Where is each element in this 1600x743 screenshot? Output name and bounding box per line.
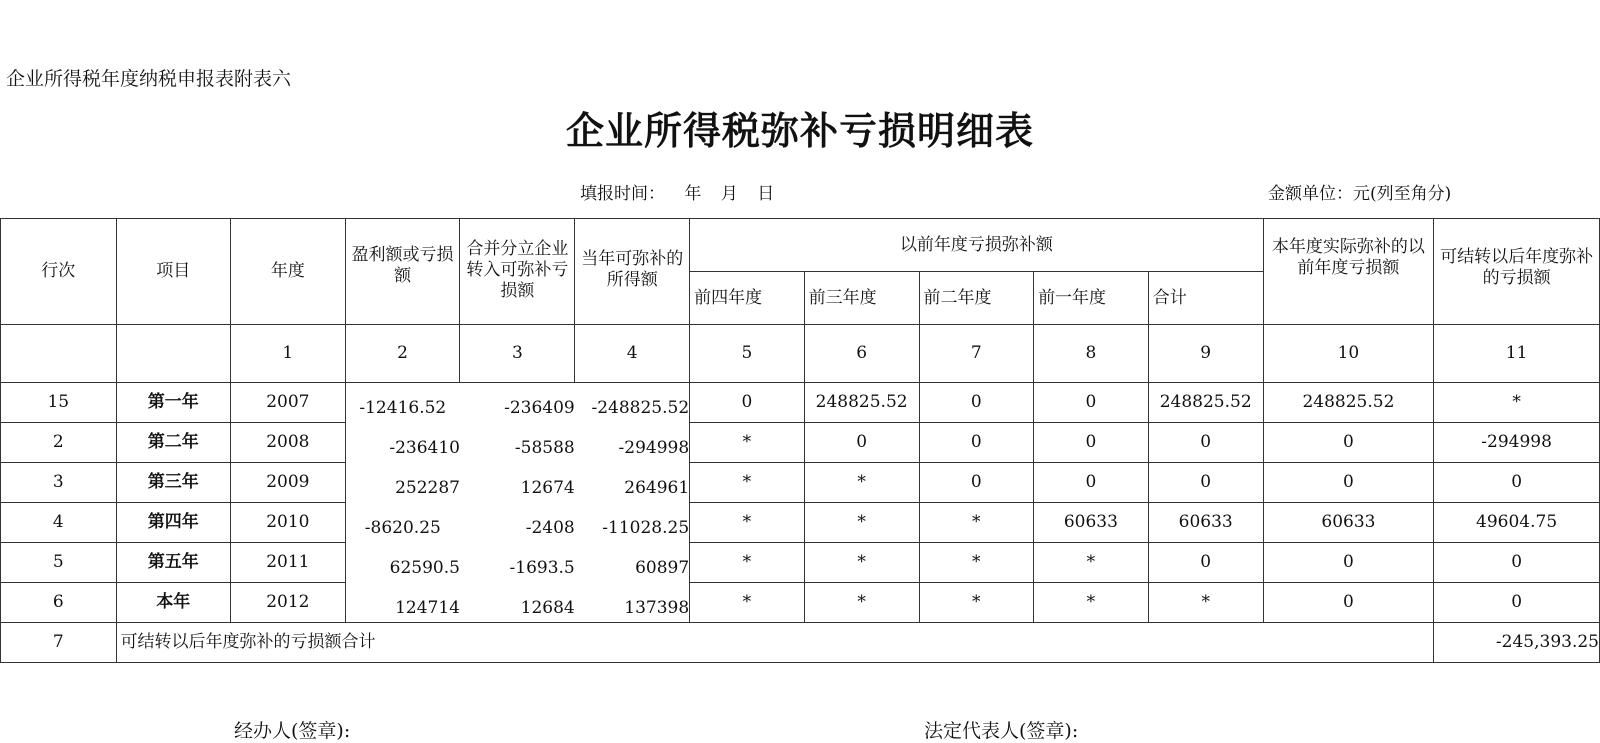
col-header-merge-loss: 合并分立企业转入可弥补亏损额 bbox=[460, 219, 575, 325]
col-header-current-actual: 本年度实际弥补的以前年度亏损额 bbox=[1263, 219, 1434, 325]
col-number: 6 bbox=[804, 325, 919, 383]
cell-prior2: * bbox=[919, 503, 1034, 543]
cell-total: * bbox=[1148, 583, 1263, 623]
cell-profit-loss bbox=[345, 383, 460, 423]
total-value: -245,393.25 bbox=[1434, 623, 1600, 663]
cell-current-actual: 248825.52 bbox=[1263, 383, 1434, 423]
row-no: 2 bbox=[1, 423, 117, 463]
cell-prior2: 0 bbox=[919, 383, 1034, 423]
form-subtitle: 企业所得税年度纳税申报表附表六 bbox=[6, 68, 292, 90]
cell-total: 0 bbox=[1148, 423, 1263, 463]
row-item: 本年 bbox=[116, 583, 231, 623]
cell-current-actual: 0 bbox=[1263, 543, 1434, 583]
cell-merge-loss bbox=[460, 543, 575, 583]
cell-prior3: * bbox=[804, 543, 919, 583]
fill-time-day: 日 bbox=[757, 184, 775, 204]
cell-current-income bbox=[575, 543, 690, 583]
cell-carry-forward: -294998 bbox=[1434, 423, 1600, 463]
col-header-prior-group: 以前年度亏损弥补额 bbox=[690, 219, 1263, 272]
cell-prior1: * bbox=[1034, 543, 1149, 583]
table-row bbox=[1, 383, 1600, 423]
cell-prior4: * bbox=[690, 583, 805, 623]
value-text: -8620.25 bbox=[364, 518, 441, 538]
cell-current-income bbox=[575, 423, 690, 463]
header-spacer bbox=[116, 325, 231, 383]
value-text: 12674 bbox=[520, 478, 575, 498]
page-title: 企业所得税弥补亏损明细表 bbox=[565, 108, 1034, 153]
col-number: 1 bbox=[231, 325, 346, 383]
col-number: 4 bbox=[575, 325, 690, 383]
cell-prior3: 0 bbox=[804, 423, 919, 463]
value-text: 62590.5 bbox=[389, 558, 460, 578]
cell-merge-loss bbox=[460, 463, 575, 503]
cell-prior1: 0 bbox=[1034, 423, 1149, 463]
value-text: 252287 bbox=[395, 478, 460, 498]
cell-total: 60633 bbox=[1148, 503, 1263, 543]
col-number: 10 bbox=[1263, 325, 1434, 383]
cell-current-actual: 0 bbox=[1263, 463, 1434, 503]
loss-table bbox=[0, 218, 1600, 663]
cell-carry-forward: 0 bbox=[1434, 463, 1600, 503]
value-text: 12684 bbox=[520, 597, 575, 618]
cell-merge-loss bbox=[460, 503, 575, 543]
cell-prior1: 0 bbox=[1034, 383, 1149, 423]
col-header-prior4: 前四年度 bbox=[690, 272, 805, 325]
cell-prior4: * bbox=[690, 463, 805, 503]
value-text: -1693.5 bbox=[509, 558, 575, 578]
value-text: 60897 bbox=[635, 558, 690, 578]
cell-prior2: * bbox=[919, 543, 1034, 583]
col-number: 3 bbox=[460, 325, 575, 383]
col-header-item: 项目 bbox=[116, 219, 231, 325]
legal-rep-signature: 法定代表人(签章): bbox=[924, 720, 1079, 742]
cell-profit-loss bbox=[345, 423, 460, 463]
row-item: 第五年 bbox=[116, 543, 231, 583]
cell-current-actual: 0 bbox=[1263, 583, 1434, 623]
cell-merge-loss bbox=[460, 583, 575, 623]
col-header-year: 年度 bbox=[231, 219, 346, 325]
col-number: 5 bbox=[690, 325, 805, 383]
cell-profit-loss bbox=[345, 543, 460, 583]
value-text: 137398 bbox=[624, 597, 690, 618]
cell-carry-forward: 0 bbox=[1434, 543, 1600, 583]
row-item: 第一年 bbox=[116, 383, 231, 423]
col-number: 7 bbox=[919, 325, 1034, 383]
row-year: 2008 bbox=[231, 423, 346, 463]
cell-current-income bbox=[575, 383, 690, 423]
row-year: 2010 bbox=[231, 503, 346, 543]
header-spacer bbox=[1, 325, 117, 383]
row-no: 7 bbox=[1, 623, 117, 663]
fill-time-month: 月 bbox=[720, 184, 738, 204]
total-label: 可结转以后年度弥补的亏损额合计 bbox=[116, 623, 1434, 663]
table-row bbox=[1, 543, 1600, 583]
cell-profit-loss bbox=[345, 503, 460, 543]
table-row bbox=[1, 423, 1600, 463]
cell-current-income bbox=[575, 583, 690, 623]
cell-prior1: 60633 bbox=[1034, 503, 1149, 543]
value-text: -12416.52 bbox=[359, 398, 447, 419]
cell-prior3: 248825.52 bbox=[804, 383, 919, 423]
col-header-carry-forward: 可结转以后年度弥补的亏损额 bbox=[1434, 219, 1600, 325]
value-text: 124714 bbox=[395, 597, 460, 618]
cell-profit-loss bbox=[345, 463, 460, 503]
value-text: 264961 bbox=[624, 478, 690, 498]
cell-merge-loss bbox=[460, 423, 575, 463]
col-header-profit-loss: 盈利额或亏损额 bbox=[345, 219, 460, 325]
cell-total: 0 bbox=[1148, 463, 1263, 503]
cell-prior2: 0 bbox=[919, 463, 1034, 503]
cell-current-income bbox=[575, 463, 690, 503]
row-item: 第四年 bbox=[116, 503, 231, 543]
cell-total: 0 bbox=[1148, 543, 1263, 583]
col-header-prior1: 前一年度 bbox=[1034, 272, 1149, 325]
value-text: -11028.25 bbox=[602, 518, 690, 538]
table-row bbox=[1, 503, 1600, 543]
col-number: 8 bbox=[1034, 325, 1149, 383]
cell-current-actual: 0 bbox=[1263, 423, 1434, 463]
cell-merge-loss bbox=[460, 383, 575, 423]
row-year: 2007 bbox=[231, 383, 346, 423]
value-text: -294998 bbox=[618, 438, 690, 458]
cell-total: 248825.52 bbox=[1148, 383, 1263, 423]
fill-time bbox=[580, 179, 788, 204]
value-text: -236409 bbox=[504, 398, 575, 419]
row-item: 第三年 bbox=[116, 463, 231, 503]
cell-carry-forward: 0 bbox=[1434, 583, 1600, 623]
col-number: 2 bbox=[345, 325, 460, 383]
col-header-total: 合计 bbox=[1148, 272, 1263, 325]
col-header-row-no: 行次 bbox=[1, 219, 117, 325]
row-no: 5 bbox=[1, 543, 117, 583]
row-no: 15 bbox=[1, 383, 117, 423]
value-text: -236410 bbox=[389, 438, 460, 458]
amount-unit: 金额单位：元(列至角分) bbox=[1268, 184, 1452, 204]
total-row bbox=[1, 623, 1600, 663]
cell-prior1: * bbox=[1034, 583, 1149, 623]
row-no: 4 bbox=[1, 503, 117, 543]
cell-prior1: 0 bbox=[1034, 463, 1149, 503]
table-row bbox=[1, 463, 1600, 503]
row-year: 2012 bbox=[231, 583, 346, 623]
cell-prior2: 0 bbox=[919, 423, 1034, 463]
cell-prior3: * bbox=[804, 503, 919, 543]
fill-time-label: 填报时间： bbox=[580, 184, 665, 204]
row-year: 2009 bbox=[231, 463, 346, 503]
cell-prior3: * bbox=[804, 463, 919, 503]
col-header-prior2: 前二年度 bbox=[919, 272, 1034, 325]
cell-prior4: * bbox=[690, 503, 805, 543]
row-no: 6 bbox=[1, 583, 117, 623]
col-number: 9 bbox=[1148, 325, 1263, 383]
cell-carry-forward: * bbox=[1434, 383, 1600, 423]
cell-carry-forward: 49604.75 bbox=[1434, 503, 1600, 543]
row-year: 2011 bbox=[231, 543, 346, 583]
value-text: -2408 bbox=[525, 518, 575, 538]
cell-prior2: * bbox=[919, 583, 1034, 623]
col-header-current-income: 当年可弥补的所得额 bbox=[575, 219, 690, 325]
value-text: -58588 bbox=[514, 438, 575, 458]
col-number: 11 bbox=[1434, 325, 1600, 383]
cell-prior4: * bbox=[690, 543, 805, 583]
row-item: 第二年 bbox=[116, 423, 231, 463]
cell-prior4: 0 bbox=[690, 383, 805, 423]
fill-time-year: 年 bbox=[684, 184, 702, 204]
cell-current-income bbox=[575, 503, 690, 543]
table-row bbox=[1, 583, 1600, 623]
col-header-prior3: 前三年度 bbox=[804, 272, 919, 325]
cell-prior4: * bbox=[690, 423, 805, 463]
cell-prior3: * bbox=[804, 583, 919, 623]
value-text: -248825.52 bbox=[591, 398, 690, 419]
cell-current-actual: 60633 bbox=[1263, 503, 1434, 543]
handler-signature: 经办人(签章): bbox=[234, 720, 351, 742]
row-no: 3 bbox=[1, 463, 117, 503]
cell-profit-loss bbox=[345, 583, 460, 623]
